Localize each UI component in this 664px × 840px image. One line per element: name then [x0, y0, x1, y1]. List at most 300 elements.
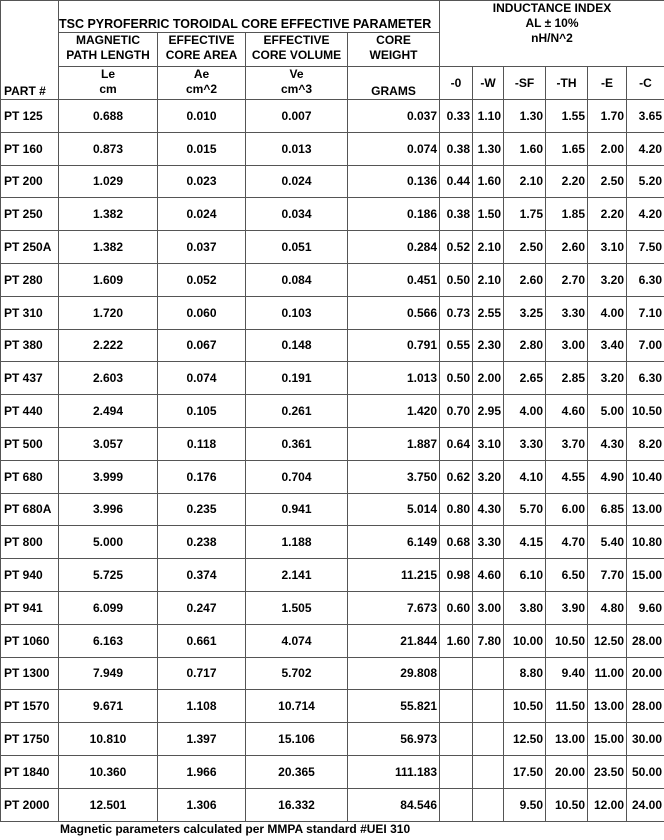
grade-th-cell: 1.65 [546, 132, 588, 165]
table-row [1, 395, 664, 428]
le-cell: 10.810 [59, 723, 158, 756]
grade-0-cell: 0.44 [440, 165, 473, 198]
grade-sf-cell: 2.80 [504, 329, 546, 362]
ae-cell: 0.235 [158, 493, 246, 526]
grade-e-cell: 2.00 [588, 132, 627, 165]
le-cell: 3.057 [59, 427, 158, 460]
table-row [1, 591, 664, 624]
grade-sf-cell: 10.00 [504, 624, 546, 657]
part-header-label: PART # [4, 84, 46, 98]
grade-th-cell: 3.30 [546, 296, 588, 329]
grade-w-cell: 3.10 [473, 427, 504, 460]
ve-cell: 0.103 [246, 296, 348, 329]
grade-c-cell: 24.00 [627, 788, 664, 821]
grade-sf-cell: 3.25 [504, 296, 546, 329]
table-row [1, 624, 664, 657]
grade-0-cell: 0.38 [440, 132, 473, 165]
weight-cell: 0.284 [348, 231, 440, 264]
ae-symbol: Ae [193, 67, 210, 81]
grade-sf-cell: 4.00 [504, 395, 546, 428]
weight-cell: 0.791 [348, 329, 440, 362]
table-row [1, 723, 664, 756]
grade-c-cell: 20.00 [627, 657, 664, 690]
weight-cell: 0.074 [348, 132, 440, 165]
part-number-cell: PT 1570 [1, 690, 59, 723]
table-row [1, 493, 664, 526]
weight-cell: 1.887 [348, 427, 440, 460]
grade-e-cell: 3.10 [588, 231, 627, 264]
grade-w-cell: 3.00 [473, 591, 504, 624]
grade-sf-cell: 2.65 [504, 362, 546, 395]
weight-cell: 3.750 [348, 460, 440, 493]
table-body [1, 100, 664, 822]
ve-cell: 15.106 [246, 723, 348, 756]
le-cell: 12.501 [59, 788, 158, 821]
weight-cell: 111.183 [348, 755, 440, 788]
le-cell: 1.609 [59, 263, 158, 296]
grade-e-cell: 2.20 [588, 198, 627, 231]
ve-header-line-2: CORE VOLUME [251, 48, 342, 62]
grade-th-cell: 11.50 [546, 690, 588, 723]
grade-w-cell: 2.10 [473, 231, 504, 264]
grade-0-cell: 0.80 [440, 493, 473, 526]
weight-cell: 7.673 [348, 591, 440, 624]
grade-e-cell: 7.70 [588, 559, 627, 592]
ve-cell: 0.024 [246, 165, 348, 198]
le-header [59, 33, 158, 67]
part-number-cell: PT 280 [1, 263, 59, 296]
grade-e-cell: 5.40 [588, 526, 627, 559]
weight-cell: 0.186 [348, 198, 440, 231]
grade-sf-cell: 3.30 [504, 427, 546, 460]
ae-cell: 0.024 [158, 198, 246, 231]
le-cell: 0.873 [59, 132, 158, 165]
ae-header [158, 33, 246, 67]
ve-cell: 1.505 [246, 591, 348, 624]
le-cell: 1.382 [59, 231, 158, 264]
table-row [1, 690, 664, 723]
grade-c-cell: 4.20 [627, 198, 664, 231]
ve-cell: 16.332 [246, 788, 348, 821]
part-number-cell: PT 1300 [1, 657, 59, 690]
grade-w-cell: 4.60 [473, 559, 504, 592]
grade-c-cell: 4.20 [627, 132, 664, 165]
grade-0-cell: 0.55 [440, 329, 473, 362]
part-number-cell: PT 440 [1, 395, 59, 428]
grade-e-cell: 13.00 [588, 690, 627, 723]
grade-0-cell: 0.62 [440, 460, 473, 493]
le-header-line-2: PATH LENGTH [66, 48, 150, 62]
grade-sf-cell: 2.50 [504, 231, 546, 264]
grade-w-cell: 2.55 [473, 296, 504, 329]
grade-c-cell: 10.80 [627, 526, 664, 559]
wt-header-line-1: CORE [376, 33, 411, 47]
grade-0-cell: 1.60 [440, 624, 473, 657]
ve-header [246, 33, 348, 67]
grade-c-cell: 6.30 [627, 362, 664, 395]
grade-w-cell [473, 788, 504, 821]
le-header-line-1: MAGNETIC [76, 33, 140, 47]
grade-e-cell: 4.80 [588, 591, 627, 624]
weight-cell: 11.215 [348, 559, 440, 592]
grade-th-cell: 6.00 [546, 493, 588, 526]
table-row [1, 329, 664, 362]
le-cell: 1.720 [59, 296, 158, 329]
ae-cell: 1.306 [158, 788, 246, 821]
part-number-cell: PT 437 [1, 362, 59, 395]
ae-cell: 0.060 [158, 296, 246, 329]
grade-0-cell: 0.73 [440, 296, 473, 329]
table-row [1, 788, 664, 821]
grade-th-cell: 4.55 [546, 460, 588, 493]
grade-c-cell: 10.40 [627, 460, 664, 493]
table-row [1, 100, 664, 133]
table-row [1, 165, 664, 198]
weight-cell: 1.420 [348, 395, 440, 428]
le-cell: 2.603 [59, 362, 158, 395]
grade-th-cell: 3.70 [546, 427, 588, 460]
grade-e-cell: 6.85 [588, 493, 627, 526]
grade-th-cell: 9.40 [546, 657, 588, 690]
ae-cell: 0.374 [158, 559, 246, 592]
part-number-cell: PT 1060 [1, 624, 59, 657]
table-title: TSC PYROFERRIC TOROIDAL CORE EFFECTIVE PARAMETER [59, 1, 440, 33]
grade-header-e: -E [588, 67, 627, 100]
ve-cell: 0.941 [246, 493, 348, 526]
grade-e-cell: 3.20 [588, 362, 627, 395]
ve-cell: 1.188 [246, 526, 348, 559]
grade-0-cell: 0.50 [440, 362, 473, 395]
le-cell: 5.000 [59, 526, 158, 559]
part-number-cell: PT 200 [1, 165, 59, 198]
ve-cell: 0.084 [246, 263, 348, 296]
ve-cell: 0.051 [246, 231, 348, 264]
grade-th-cell: 10.50 [546, 624, 588, 657]
weight-cell: 0.566 [348, 296, 440, 329]
grade-header-th: -TH [546, 67, 588, 100]
ve-cell: 0.191 [246, 362, 348, 395]
grade-sf-cell: 1.30 [504, 100, 546, 133]
grade-c-cell: 13.00 [627, 493, 664, 526]
wt-unit-header: GRAMS [348, 67, 440, 100]
ae-unit-header [158, 67, 246, 100]
weight-cell: 5.014 [348, 493, 440, 526]
grade-w-cell [473, 690, 504, 723]
ae-cell: 0.118 [158, 427, 246, 460]
le-cell: 3.996 [59, 493, 158, 526]
grade-c-cell: 3.65 [627, 100, 664, 133]
ve-symbol: Ve [289, 67, 304, 81]
grade-w-cell [473, 755, 504, 788]
weight-cell: 29.808 [348, 657, 440, 690]
grade-0-cell: 0.64 [440, 427, 473, 460]
ve-cell: 0.704 [246, 460, 348, 493]
grade-c-cell: 30.00 [627, 723, 664, 756]
weight-cell: 21.844 [348, 624, 440, 657]
table-row [1, 231, 664, 264]
grade-th-cell: 2.20 [546, 165, 588, 198]
weight-cell: 0.136 [348, 165, 440, 198]
grade-header-sf: -SF [504, 67, 546, 100]
part-number-cell: PT 250 [1, 198, 59, 231]
grade-th-cell: 3.00 [546, 329, 588, 362]
grade-c-cell: 5.20 [627, 165, 664, 198]
grade-sf-cell: 1.60 [504, 132, 546, 165]
grade-e-cell: 11.00 [588, 657, 627, 690]
grade-0-cell [440, 788, 473, 821]
grade-0-cell [440, 690, 473, 723]
table-row [1, 296, 664, 329]
table-row [1, 263, 664, 296]
part-number-cell: PT 680A [1, 493, 59, 526]
ae-cell: 0.052 [158, 263, 246, 296]
part-number-cell: PT 680 [1, 460, 59, 493]
ae-cell: 0.010 [158, 100, 246, 133]
part-number-cell: PT 1750 [1, 723, 59, 756]
inductance-line-3: nH/N^2 [531, 31, 573, 45]
table-row [1, 526, 664, 559]
grade-sf-cell: 8.80 [504, 657, 546, 690]
ve-unit-header [246, 67, 348, 100]
grade-sf-cell: 5.70 [504, 493, 546, 526]
part-number-cell: PT 940 [1, 559, 59, 592]
ve-cell: 5.702 [246, 657, 348, 690]
ae-header-line-2: CORE AREA [165, 48, 238, 62]
grade-th-cell: 4.60 [546, 395, 588, 428]
grade-c-cell: 9.60 [627, 591, 664, 624]
grade-th-cell: 1.55 [546, 100, 588, 133]
inductance-line-1: INDUCTANCE INDEX [492, 1, 612, 15]
part-number-cell: PT 310 [1, 296, 59, 329]
ae-cell: 0.238 [158, 526, 246, 559]
le-cell: 6.163 [59, 624, 158, 657]
ae-cell: 1.108 [158, 690, 246, 723]
grade-w-cell: 1.60 [473, 165, 504, 198]
ve-cell: 4.074 [246, 624, 348, 657]
part-number-cell: PT 1840 [1, 755, 59, 788]
weight-cell: 0.037 [348, 100, 440, 133]
ae-cell: 0.067 [158, 329, 246, 362]
part-number-cell: PT 380 [1, 329, 59, 362]
le-symbol: Le [100, 67, 115, 81]
part-header-cell [1, 1, 59, 100]
grade-w-cell [473, 723, 504, 756]
ve-cell: 0.013 [246, 132, 348, 165]
grade-sf-cell: 4.10 [504, 460, 546, 493]
grade-c-cell: 50.00 [627, 755, 664, 788]
grade-th-cell: 20.00 [546, 755, 588, 788]
ae-cell: 0.105 [158, 395, 246, 428]
le-cell: 3.999 [59, 460, 158, 493]
grade-0-cell: 0.33 [440, 100, 473, 133]
grade-w-cell: 2.10 [473, 263, 504, 296]
grade-th-cell: 10.50 [546, 788, 588, 821]
table-row [1, 657, 664, 690]
grade-sf-cell: 17.50 [504, 755, 546, 788]
grade-sf-cell: 4.15 [504, 526, 546, 559]
ve-header-line-1: EFFECTIVE [263, 33, 330, 47]
weight-cell: 84.546 [348, 788, 440, 821]
table-row [1, 755, 664, 788]
grade-0-cell: 0.38 [440, 198, 473, 231]
wt-header-line-2: WEIGHT [369, 48, 418, 62]
grade-th-cell: 4.70 [546, 526, 588, 559]
grade-w-cell: 4.30 [473, 493, 504, 526]
ve-cell: 20.365 [246, 755, 348, 788]
ae-unit: cm^2 [185, 82, 218, 96]
grade-c-cell: 7.50 [627, 231, 664, 264]
part-number-cell: PT 250A [1, 231, 59, 264]
le-cell: 7.949 [59, 657, 158, 690]
table-row [1, 198, 664, 231]
weight-cell: 55.821 [348, 690, 440, 723]
part-number-cell: PT 800 [1, 526, 59, 559]
grade-w-cell: 3.30 [473, 526, 504, 559]
grade-header-w: -W [473, 67, 504, 100]
grade-0-cell: 0.52 [440, 231, 473, 264]
grade-0-cell: 0.60 [440, 591, 473, 624]
grade-w-cell: 1.50 [473, 198, 504, 231]
grade-e-cell: 2.50 [588, 165, 627, 198]
grade-e-cell: 4.30 [588, 427, 627, 460]
le-cell: 2.222 [59, 329, 158, 362]
ae-header-line-1: EFFECTIVE [168, 33, 235, 47]
grade-w-cell: 7.80 [473, 624, 504, 657]
grade-c-cell: 7.00 [627, 329, 664, 362]
ve-cell: 0.361 [246, 427, 348, 460]
grade-0-cell [440, 755, 473, 788]
grade-e-cell: 4.90 [588, 460, 627, 493]
grade-sf-cell: 10.50 [504, 690, 546, 723]
ve-cell: 0.261 [246, 395, 348, 428]
table-row [1, 132, 664, 165]
ve-cell: 10.714 [246, 690, 348, 723]
grade-0-cell [440, 657, 473, 690]
grade-th-cell: 2.85 [546, 362, 588, 395]
grade-sf-cell: 9.50 [504, 788, 546, 821]
grade-e-cell: 1.70 [588, 100, 627, 133]
part-number-cell: PT 125 [1, 100, 59, 133]
table-row [1, 427, 664, 460]
table-row [1, 559, 664, 592]
le-unit-header [59, 67, 158, 100]
ve-cell: 0.148 [246, 329, 348, 362]
grade-0-cell [440, 723, 473, 756]
grade-sf-cell: 6.10 [504, 559, 546, 592]
grade-header-0: -0 [440, 67, 473, 100]
table-row [1, 460, 664, 493]
ae-cell: 1.966 [158, 755, 246, 788]
grade-sf-cell: 12.50 [504, 723, 546, 756]
weight-cell: 56.973 [348, 723, 440, 756]
grade-th-cell: 2.70 [546, 263, 588, 296]
le-cell: 9.671 [59, 690, 158, 723]
ae-cell: 1.397 [158, 723, 246, 756]
inductance-line-2: AL ± 10% [525, 16, 579, 30]
grade-w-cell: 1.10 [473, 100, 504, 133]
grade-c-cell: 15.00 [627, 559, 664, 592]
grade-e-cell: 12.00 [588, 788, 627, 821]
grade-sf-cell: 2.10 [504, 165, 546, 198]
ae-cell: 0.015 [158, 132, 246, 165]
le-cell: 6.099 [59, 591, 158, 624]
grade-w-cell: 3.20 [473, 460, 504, 493]
ae-cell: 0.023 [158, 165, 246, 198]
part-number-cell: PT 2000 [1, 788, 59, 821]
ae-cell: 0.074 [158, 362, 246, 395]
table-header [1, 1, 664, 100]
grade-th-cell: 3.90 [546, 591, 588, 624]
weight-cell: 6.149 [348, 526, 440, 559]
grade-sf-cell: 1.75 [504, 198, 546, 231]
ae-cell: 0.247 [158, 591, 246, 624]
le-cell: 10.360 [59, 755, 158, 788]
le-cell: 1.029 [59, 165, 158, 198]
grade-e-cell: 12.50 [588, 624, 627, 657]
grade-w-cell: 2.95 [473, 395, 504, 428]
grade-0-cell: 0.98 [440, 559, 473, 592]
le-cell: 1.382 [59, 198, 158, 231]
ae-cell: 0.717 [158, 657, 246, 690]
ae-cell: 0.176 [158, 460, 246, 493]
grade-c-cell: 10.50 [627, 395, 664, 428]
grade-sf-cell: 2.60 [504, 263, 546, 296]
grade-c-cell: 28.00 [627, 624, 664, 657]
grade-w-cell: 2.30 [473, 329, 504, 362]
wt-header [348, 33, 440, 67]
part-number-cell: PT 500 [1, 427, 59, 460]
grade-c-cell: 28.00 [627, 690, 664, 723]
ae-cell: 0.037 [158, 231, 246, 264]
grade-e-cell: 4.00 [588, 296, 627, 329]
grade-e-cell: 5.00 [588, 395, 627, 428]
grade-e-cell: 15.00 [588, 723, 627, 756]
grade-c-cell: 8.20 [627, 427, 664, 460]
grade-th-cell: 13.00 [546, 723, 588, 756]
part-number-cell: PT 160 [1, 132, 59, 165]
grade-w-cell: 1.30 [473, 132, 504, 165]
table-row [1, 362, 664, 395]
ve-cell: 2.141 [246, 559, 348, 592]
grade-0-cell: 0.50 [440, 263, 473, 296]
grade-w-cell [473, 657, 504, 690]
ve-cell: 0.007 [246, 100, 348, 133]
grade-0-cell: 0.68 [440, 526, 473, 559]
le-cell: 0.688 [59, 100, 158, 133]
ae-cell: 0.661 [158, 624, 246, 657]
le-cell: 2.494 [59, 395, 158, 428]
part-number-cell: PT 941 [1, 591, 59, 624]
ve-cell: 0.034 [246, 198, 348, 231]
grade-th-cell: 2.60 [546, 231, 588, 264]
inductance-index-header [440, 1, 664, 67]
grade-e-cell: 23.50 [588, 755, 627, 788]
grade-header-c: -C [627, 67, 664, 100]
grade-th-cell: 1.85 [546, 198, 588, 231]
grade-w-cell: 2.00 [473, 362, 504, 395]
grade-e-cell: 3.20 [588, 263, 627, 296]
le-unit: cm [99, 82, 117, 96]
grade-0-cell: 0.70 [440, 395, 473, 428]
grade-e-cell: 3.40 [588, 329, 627, 362]
grade-c-cell: 7.10 [627, 296, 664, 329]
ve-unit: cm^3 [280, 82, 313, 96]
weight-cell: 0.451 [348, 263, 440, 296]
grade-c-cell: 6.30 [627, 263, 664, 296]
grade-sf-cell: 3.80 [504, 591, 546, 624]
weight-cell: 1.013 [348, 362, 440, 395]
footnote: Magnetic parameters calculated per MMPA standard #UEI 310 [60, 822, 411, 836]
